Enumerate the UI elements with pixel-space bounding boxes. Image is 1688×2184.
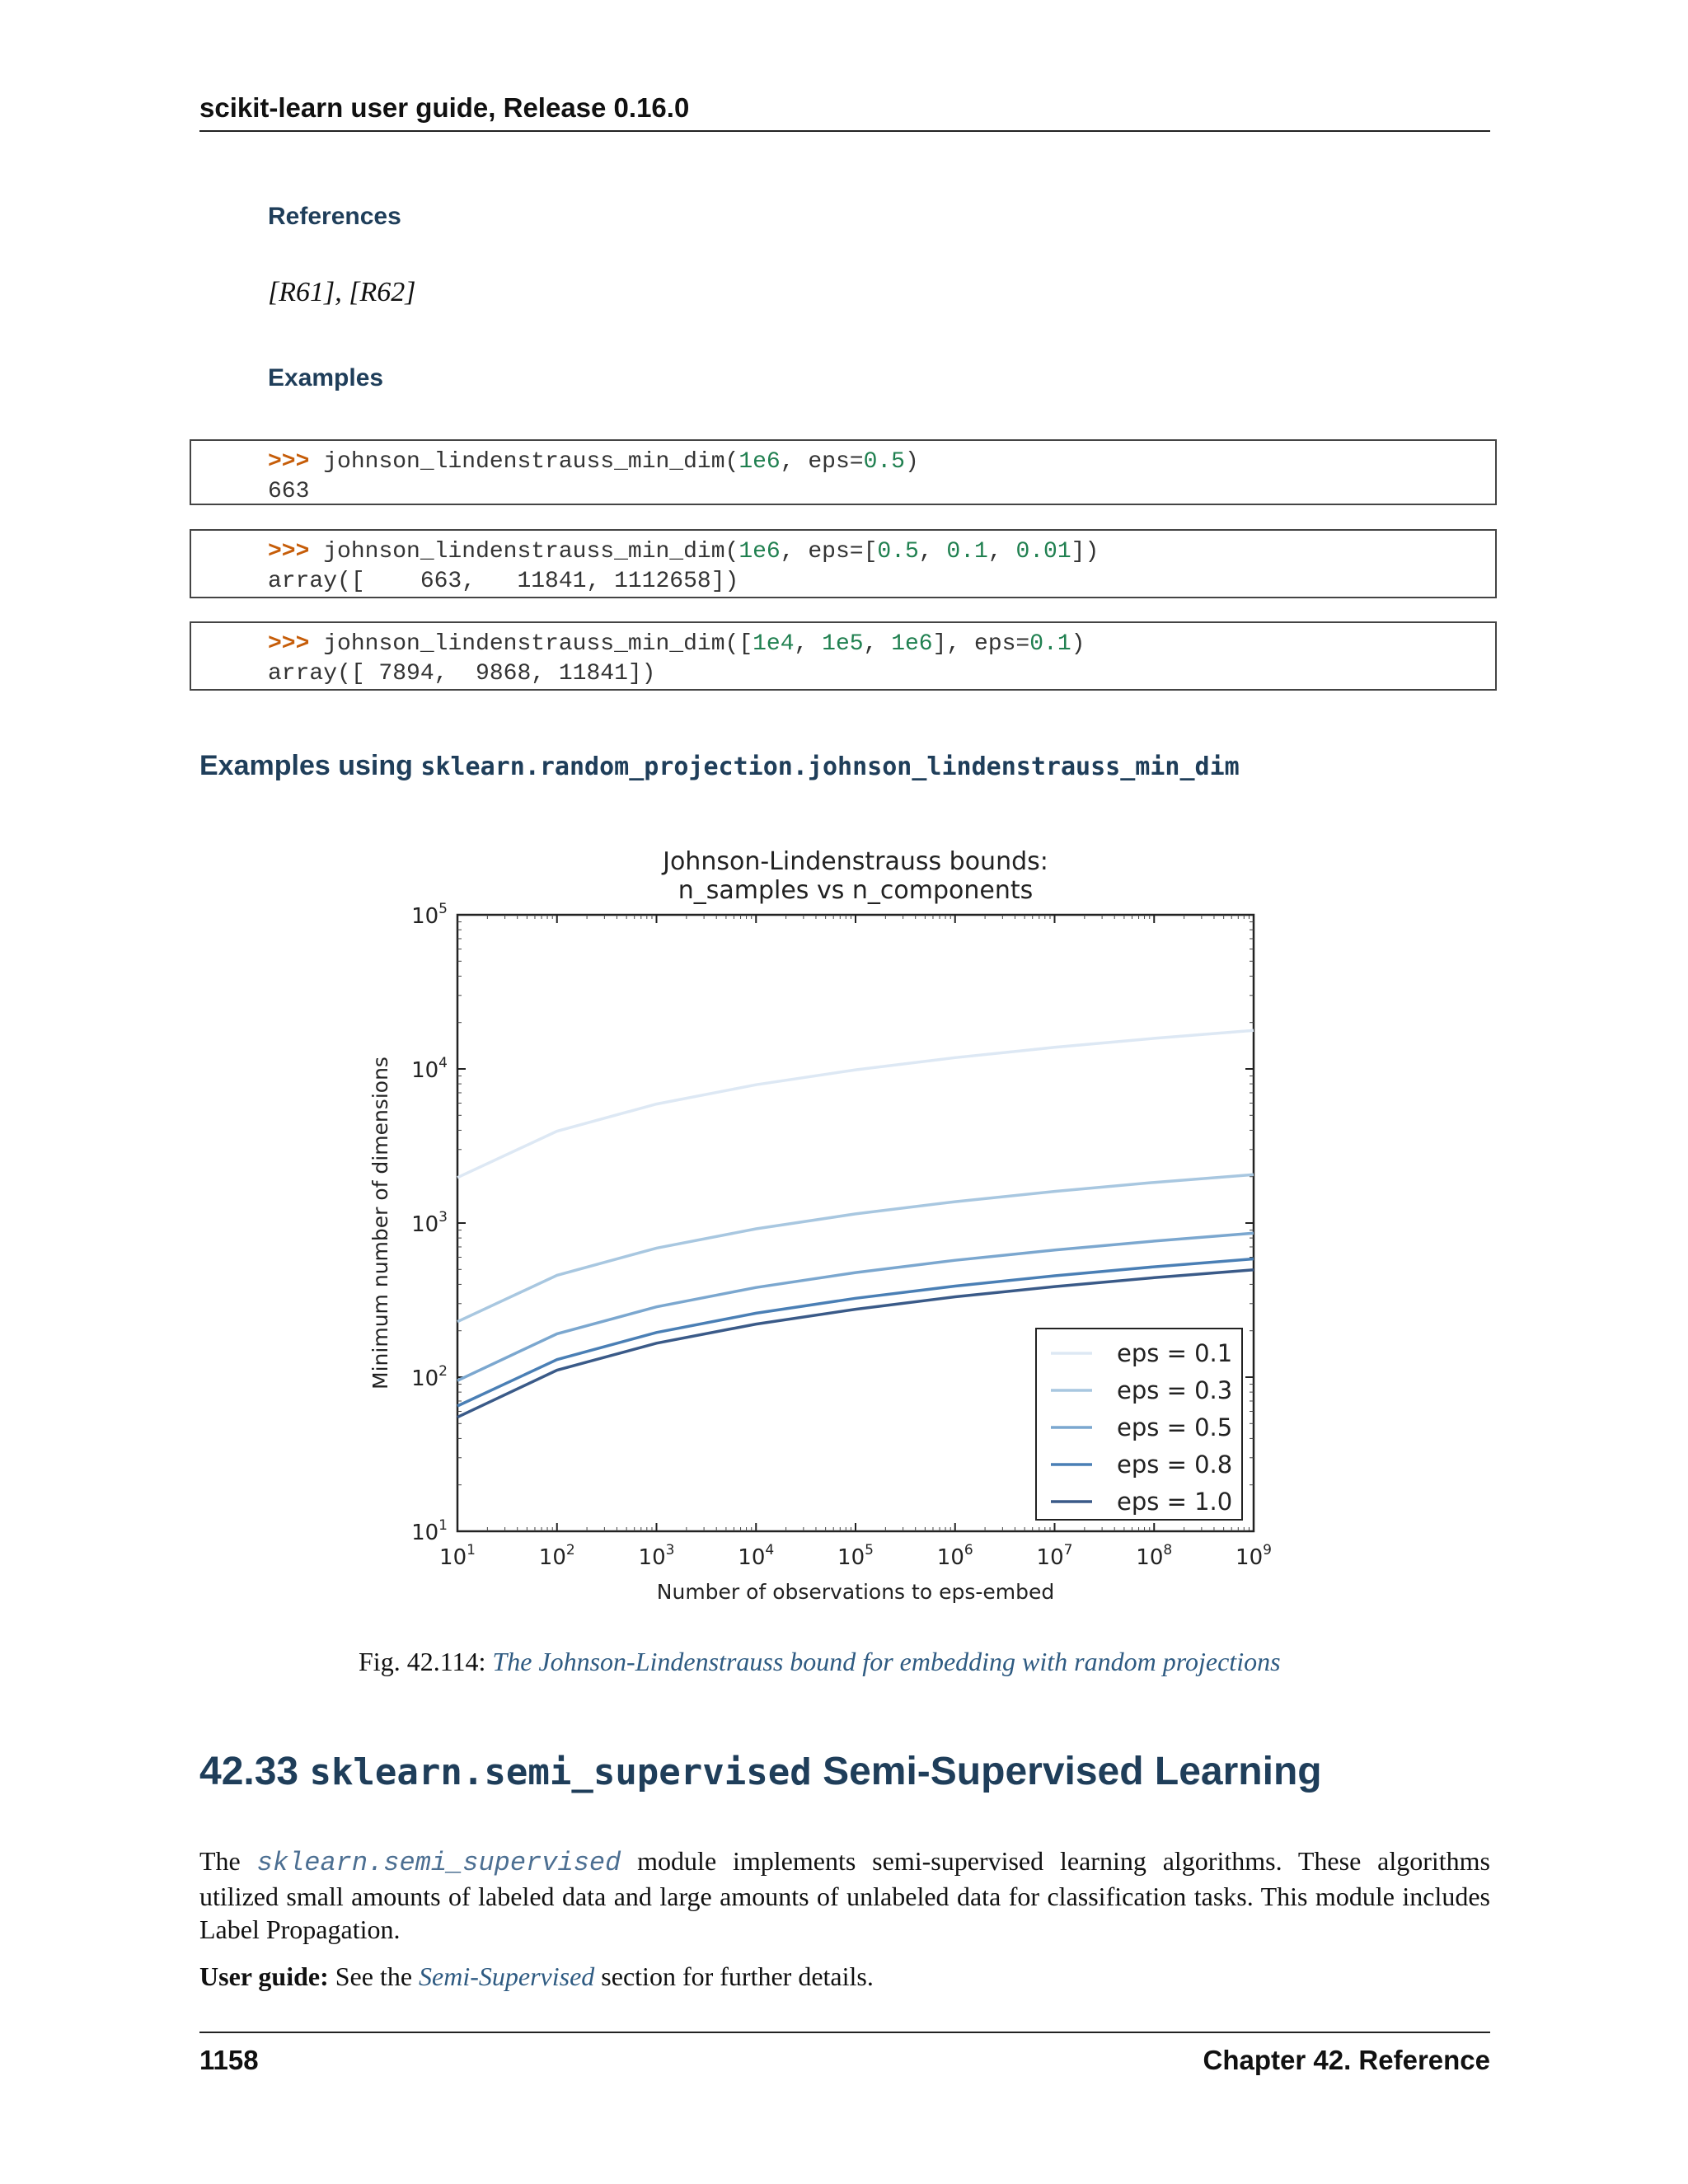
header-title: scikit-learn user guide, Release 0.16.0 <box>199 92 690 123</box>
code-output-line: array([ 663, 11841, 1112658]) <box>268 569 739 594</box>
chart-title-line: n_samples vs n_components <box>678 876 1034 905</box>
y-tick-label: $10^5$ <box>411 901 448 929</box>
code-input-line: >>> johnson_lindenstrauss_min_dim(1e6, eps=0.5) <box>268 449 919 475</box>
module-link[interactable]: sklearn.semi_supervised <box>256 1848 621 1878</box>
figure-caption-link[interactable]: The Johnson-Lindenstrauss bound for embedding with random projections <box>492 1647 1281 1676</box>
running-header <box>199 92 1490 132</box>
y-axis-label: Minimum number of dimensions <box>368 1057 392 1390</box>
y-tick-label: $10^1$ <box>411 1517 448 1545</box>
page-number: 1158 <box>199 2045 259 2075</box>
code-block-1 <box>190 439 1497 505</box>
x-tick-label: $10^9$ <box>1236 1542 1272 1570</box>
y-tick-label: $10^4$ <box>411 1055 448 1083</box>
x-tick-label: $10^5$ <box>837 1542 874 1570</box>
section-heading: 42.33 sklearn.semi_supervised Semi-Supervised Learning <box>199 1750 1322 1793</box>
examples-using-function-link[interactable]: sklearn.random_projection.johnson_lindenstrauss_min_dim <box>420 752 1240 781</box>
user-guide-note: User guide: See the Semi-Supervised section for further details. <box>199 1961 874 1991</box>
code-output-line: 663 <box>268 479 310 504</box>
code-input-line: >>> johnson_lindenstrauss_min_dim([1e4, 1e5, 1e6], eps=0.1) <box>268 631 1085 657</box>
code-block-2 <box>190 529 1497 598</box>
references-list[interactable] <box>268 277 415 308</box>
user-guide-link[interactable]: Semi-Supervised <box>419 1961 595 1991</box>
jl-bounds-chart[interactable] <box>363 841 1311 1632</box>
x-tick-label: $10^7$ <box>1036 1542 1073 1570</box>
module-description: The sklearn.semi_supervised module implements semi-supervised learning algorithms. These algorithms utilized small amounts of labeled data and large amounts of unlabeled data for classification tasks. This module includes Label Propagation. <box>199 1846 1491 1944</box>
chapter-label: Chapter 42. Reference <box>1203 2045 1490 2075</box>
y-tick-label: $10^3$ <box>411 1209 448 1237</box>
x-tick-label: $10^4$ <box>738 1542 775 1570</box>
y-tick-label: $10^2$ <box>411 1363 448 1391</box>
chart-title-line: Johnson-Lindenstrauss bounds: <box>663 847 1048 876</box>
x-tick-label: $10^6$ <box>936 1542 973 1570</box>
references-heading: References <box>268 203 401 230</box>
legend-label: eps = 0.3 <box>1117 1376 1233 1404</box>
page-footer <box>199 2032 1490 2076</box>
x-tick-label: $10^8$ <box>1136 1542 1173 1570</box>
x-tick-label: $10^1$ <box>439 1542 476 1570</box>
x-tick-label: $10^2$ <box>538 1542 575 1570</box>
code-block-3 <box>190 621 1497 691</box>
legend-label: eps = 0.5 <box>1117 1413 1233 1441</box>
examples-heading: Examples <box>268 364 384 391</box>
legend-label: eps = 1.0 <box>1117 1488 1233 1516</box>
figure-caption <box>359 1647 1281 1677</box>
code-output-line: array([ 7894, 9868, 11841]) <box>268 661 656 687</box>
x-axis-label: Number of observations to eps-embed <box>656 1580 1055 1604</box>
figure-number: Fig. 42.114: <box>359 1647 493 1676</box>
x-tick-label: $10^3$ <box>638 1542 675 1570</box>
legend-label: eps = 0.1 <box>1117 1339 1233 1367</box>
references-items[interactable]: [R61], [R62] <box>268 277 416 307</box>
legend-label: eps = 0.8 <box>1117 1451 1233 1479</box>
code-input-line: >>> johnson_lindenstrauss_min_dim(1e6, eps=[0.5, 0.1, 0.01]) <box>268 539 1100 565</box>
examples-using-heading: Examples using sklearn.random_projection.johnson_lindenstrauss_min_dim <box>199 750 1240 781</box>
